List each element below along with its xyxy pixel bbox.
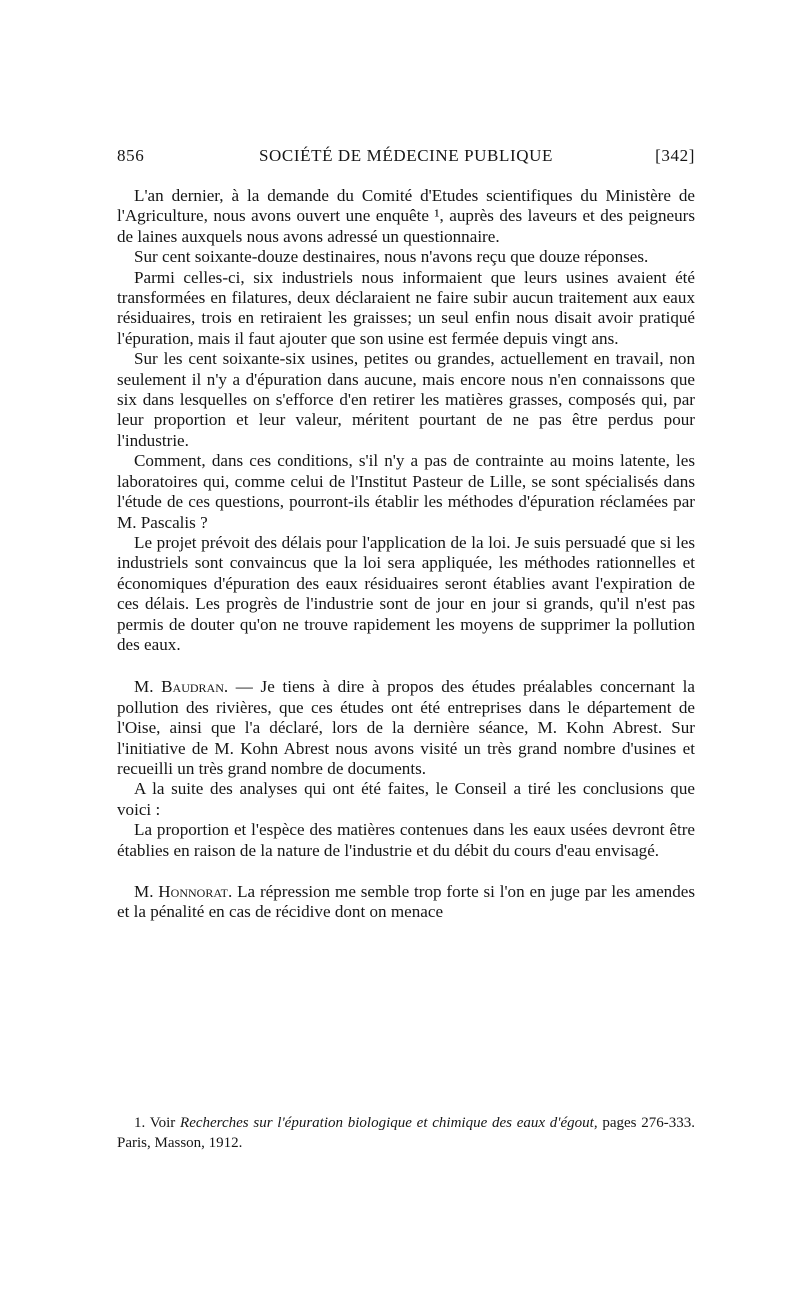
paragraph-analyses: A la suite des analyses qui ont été faites, le Conseil a tiré les conclusions que voici : <box>117 779 695 819</box>
paragraph-honnorat <box>117 882 695 923</box>
speaker-text: La répression me semble trop forte si l'on en juge par les amendes et la pénalité en cas de récidive dont on menace <box>117 882 695 922</box>
page-reference: [342] <box>655 146 695 165</box>
speaker-name: M. Honnorat. <box>134 882 233 901</box>
paragraph-baudran <box>117 677 695 779</box>
footnote-rest: , pages 276-333. Paris, Masson, 1912. <box>117 1115 695 1151</box>
section-gap <box>117 861 695 882</box>
page-body <box>117 186 695 923</box>
paragraph-industriels: Parmi celles-ci, six industriels nous informaient que leurs usines avaient été transformées en filatures, deux déclaraient ne faire subir aucun traitement aux eaux résiduaires, trois en retiraient les graisses; un seul enfin nous disait avoir pratiqué l'épuration, mais il faut ajouter que son usine est fermée depuis vingt ans. <box>117 267 695 348</box>
running-title: SOCIÉTÉ DE MÉDECINE PUBLIQUE <box>259 146 553 165</box>
paragraph-enquete: L'an dernier, à la demande du Comité d'Etudes scientifiques du Ministère de l'Agriculture, nous avons ouvert une enquête ¹, auprès des laveurs et des peigneurs de laines auxquels nous avons adressé un questionnaire. <box>117 186 695 246</box>
footnote <box>117 1113 695 1153</box>
paragraph-usines: Sur les cent soixante-six usines, petites ou grandes, actuellement en travail, non seulement il n'y a d'épuration dans aucune, mais encore nous n'en connaissons que six dans lesquelles on s'efforce d'en retirer les matières grasses, composés qui, par leur proportion et leur valeur, méritent pourtant de ne pas être perdus pour l'industrie. <box>117 349 695 450</box>
page-number: 856 <box>117 146 145 165</box>
speaker-name: M. Baudran. <box>134 677 229 697</box>
footnote-text <box>117 1113 695 1153</box>
section-gap <box>117 655 695 677</box>
paragraph-laboratoires: Comment, dans ces conditions, s'il n'y a pas de contrainte au moins latente, les laboratoires qui, comme celui de l'Institut Pasteur de Lille, se sont spécialisés dans l'étude de ces questions, pourront-ils établir les méthodes d'épuration réclamées par M. Pascalis ? <box>117 451 695 532</box>
paragraph-proportion: La proportion et l'espèce des matières contenues dans les eaux usées devront être établies en raison de la nature de l'industrie et du débit du cours d'eau envisagé. <box>117 820 695 860</box>
paragraph-reponses: Sur cent soixante-douze destinaires, nous n'avons reçu que douze réponses. <box>134 247 649 267</box>
footnote-title: Recherches sur l'épuration biologique et chimique des eaux d'égout <box>180 1115 594 1131</box>
speaker-text: — Je tiens à dire à propos des études préalables concernant la pollution des rivières, que ces études ont été entreprises dans le département de l'Oise, ainsi que l'a déclaré, lors de la dernière séance, M. Kohn Abrest. Sur l'initiative de M. Kohn Abrest nous avons visité un très grand nombre d'usines et recueilli un très grand nombre de documents. <box>117 677 695 778</box>
running-header <box>117 146 695 172</box>
footnote-lead: Voir <box>145 1115 181 1131</box>
paragraph-projet: Le projet prévoit des délais pour l'application de la loi. Je suis persuadé que si les industriels sont convaincus que la loi sera appliquée, les méthodes rationnelles et économiques d'épuration des eaux résiduaires seront établies avant l'expiration de ces délais. Les progrès de l'industrie sont de jour en jour si grands, qu'il n'est pas permis de douter qu'on ne trouve rapidement les moyens de supprimer la pollution des eaux. <box>117 532 695 654</box>
footnote-mark: 1. <box>134 1115 146 1131</box>
